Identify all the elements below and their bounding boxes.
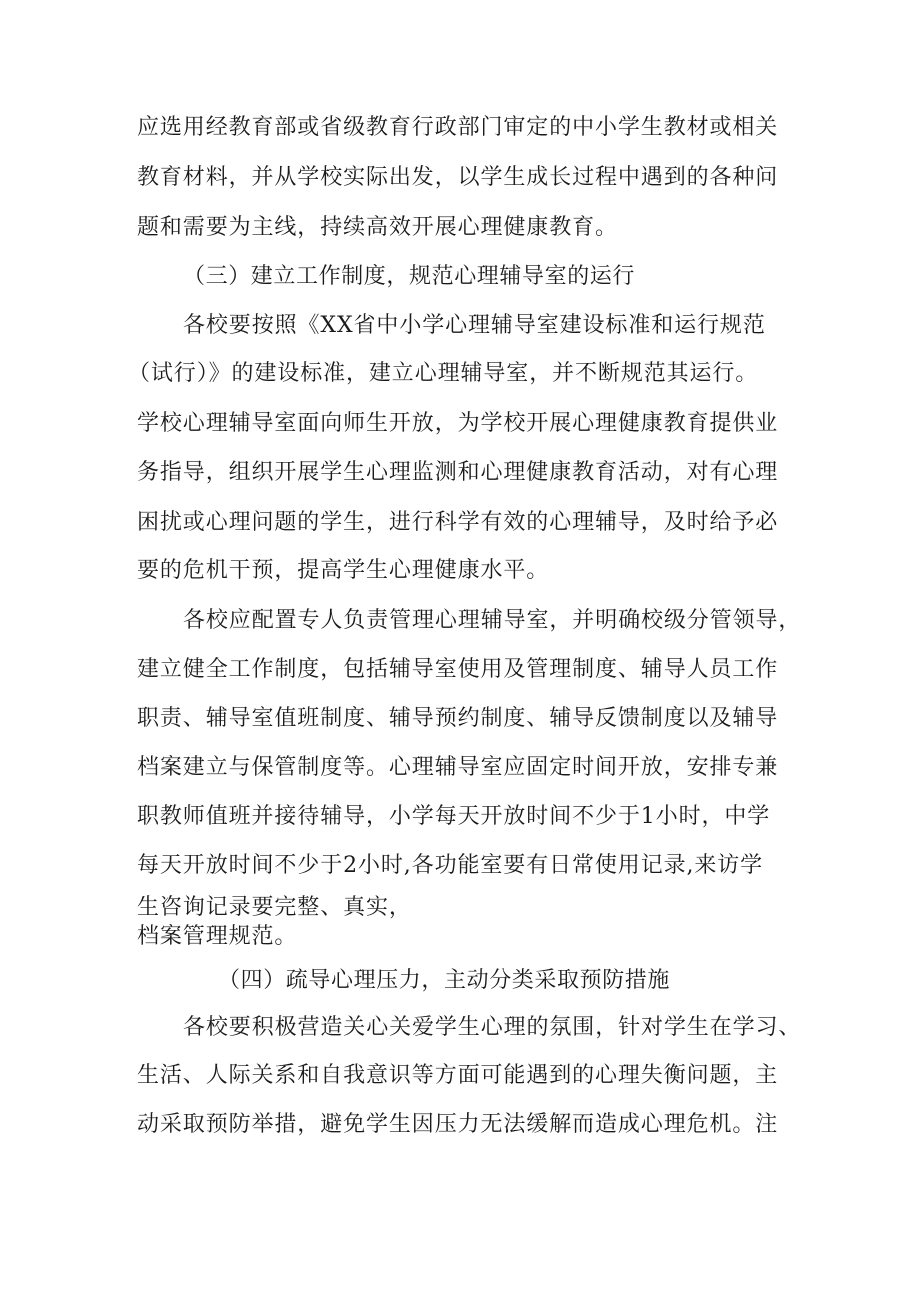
paragraph-line: 题和需要为主线，持续高效开展心理健康教育。 [137, 215, 618, 240]
paragraph-line: 务指导，组织开展学生心理监测和心理健康教育活动，对有心理 [137, 460, 779, 485]
paragraph-line: （试行）》的建设标准，建立心理辅导室，并不断规范其运行。 [128, 361, 759, 386]
paragraph-line: 各校要按照《XX省中小学心理辅导室建设标准和运行规范 [183, 313, 766, 338]
paragraph-line: 职责、辅导室值班制度、辅导预约制度、辅导反馈制度以及辅导 [137, 706, 779, 731]
paragraph-line: 各校应配置专人负责管理心理辅导室，并明确校级分管领导， [183, 608, 802, 633]
paragraph-line: 生咨询记录要完整、真实， [137, 895, 412, 920]
paragraph-line: 档案管理规范。 [137, 924, 298, 949]
paragraph-line: 各校要积极营造关心关爱学生心理的氛围，针对学生在学习、 [183, 1015, 802, 1040]
paragraph-line: 每天开放时间不少于2小时,各功能室要有日常使用记录,来访学 [137, 853, 764, 878]
section-heading-3: （三）建立工作制度，规范心理辅导室的运行 [183, 264, 636, 289]
section-heading-4: （四）疏导心理压力，主动分类采取预防措施 [218, 968, 671, 993]
paragraph-line: 学校心理辅导室面向师生开放，为学校开展心理健康教育提供业 [137, 411, 779, 436]
paragraph-line: 困扰或心理问题的学生，进行科学有效的心理辅导，及时给予必 [137, 510, 779, 535]
paragraph-line: 应选用经教育部或省级教育行政部门审定的中小学生教材或相关 [137, 115, 779, 140]
paragraph-line: 档案建立与保管制度等。心理辅导室应固定时间开放，安排专兼 [137, 755, 779, 780]
paragraph-line: 动采取预防举措，避免学生因压力无法缓解而造成心理危机。注 [137, 1112, 779, 1137]
paragraph-line: 职教师值班并接待辅导，小学每天开放时间不少于1小时，中学 [137, 804, 771, 829]
paragraph-line: 生活、人际关系和自我意识等方面可能遇到的心理失衡问题，主 [137, 1063, 779, 1088]
paragraph-line: 建立健全工作制度，包括辅导室使用及管理制度、辅导人员工作 [137, 657, 779, 682]
paragraph-line: 要的危机干预，提高学生心理健康水平。 [137, 558, 550, 583]
paragraph-line: 教育材料，并从学校实际出发，以学生成长过程中遇到的各种问 [137, 165, 779, 190]
